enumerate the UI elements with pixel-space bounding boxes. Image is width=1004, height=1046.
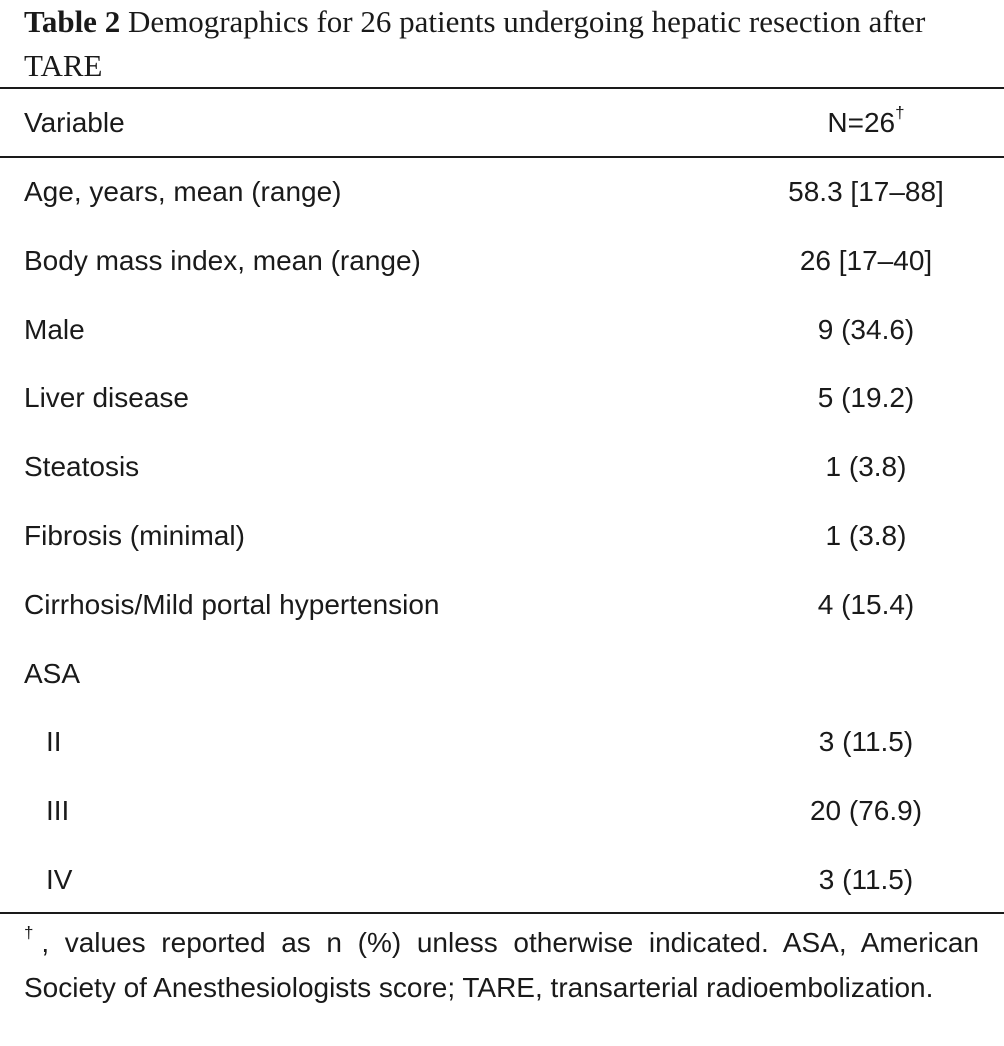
table-row <box>0 447 1004 487</box>
table-row <box>0 378 1004 418</box>
table-row <box>0 860 1004 900</box>
row-variable: Male <box>24 314 85 345</box>
row-variable: IV <box>46 864 73 895</box>
table-header-rule <box>0 156 1004 158</box>
row-value: 26 [17–40] <box>799 245 933 276</box>
header-dagger-mark: † <box>895 102 905 122</box>
row-variable: Body mass index, mean (range) <box>24 245 421 276</box>
table-row <box>0 722 1004 762</box>
table-footnote <box>24 920 979 1010</box>
table-bottom-rule <box>0 912 1004 914</box>
row-variable: Age, years, mean (range) <box>24 176 342 207</box>
row-value: 3 (11.5) <box>818 726 914 757</box>
row-value: 5 (19.2) <box>817 382 915 413</box>
row-value: 1 (3.8) <box>825 451 907 482</box>
table-row <box>0 310 1004 350</box>
row-variable: Liver disease <box>24 382 189 413</box>
table-caption-label: Table 2 <box>24 4 121 39</box>
row-value: 1 (3.8) <box>825 520 907 551</box>
row-variable: III <box>46 795 70 826</box>
footnote-dagger-mark: † <box>24 922 42 942</box>
table-row <box>0 585 1004 625</box>
row-variable: Fibrosis (minimal) <box>24 520 245 551</box>
table-caption-text: Demographics for 26 patients undergoing hepatic resection after TARE <box>24 4 926 83</box>
footnote-text: , values reported as n (%) unless otherwise indicated. ASA, American Society of Anesthesiologists score; TARE, transarterial radioembolization. <box>24 927 979 1003</box>
row-value: 20 (76.9) <box>809 795 923 826</box>
header-variable: Variable <box>24 107 125 138</box>
table-row <box>0 791 1004 831</box>
table-caption <box>24 0 994 88</box>
table-top-rule <box>0 87 1004 89</box>
row-value: 4 (15.4) <box>817 589 915 620</box>
header-value-text: N=26 <box>827 107 896 138</box>
table-row <box>0 654 1004 694</box>
row-value: 58.3 [17–88] <box>788 176 944 207</box>
row-variable: Steatosis <box>24 451 140 482</box>
table-row <box>0 241 1004 281</box>
row-variable: II <box>46 726 62 757</box>
table-header-row <box>0 103 1004 143</box>
table-row <box>0 172 1004 212</box>
header-value <box>686 103 1004 143</box>
row-value: 9 (34.6) <box>817 314 915 345</box>
row-variable: Cirrhosis/Mild portal hypertension <box>24 589 440 620</box>
row-value: 3 (11.5) <box>818 864 914 895</box>
row-variable: ASA <box>24 658 81 689</box>
table-row <box>0 516 1004 556</box>
